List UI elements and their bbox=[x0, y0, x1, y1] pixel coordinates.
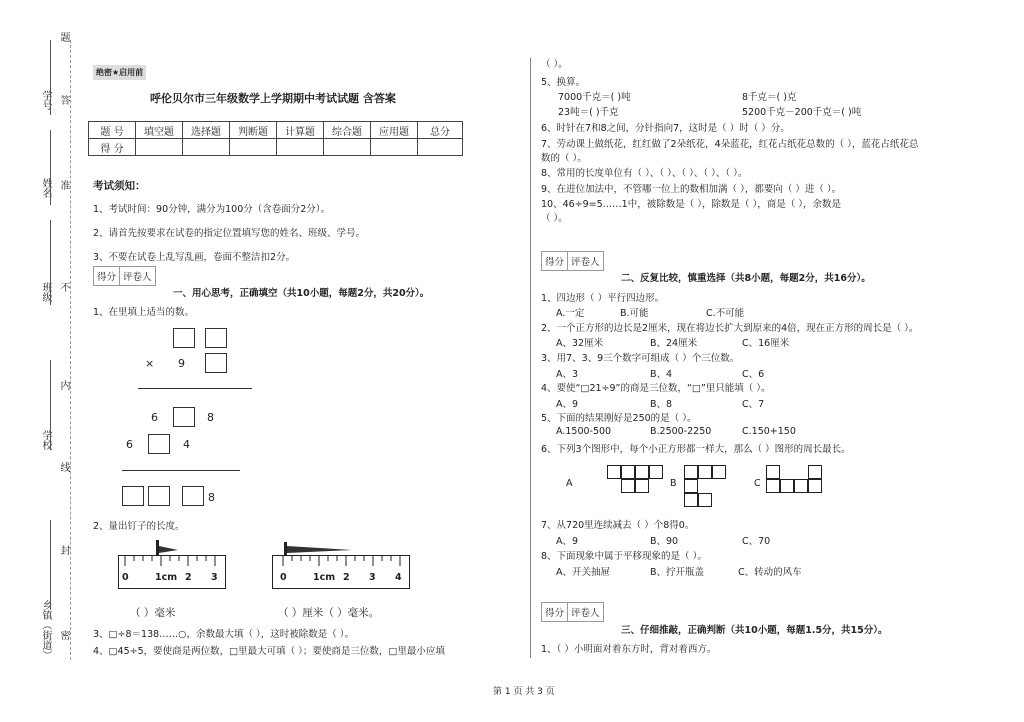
option[interactable]: B、4 bbox=[650, 369, 673, 380]
score-cell[interactable] bbox=[371, 139, 418, 156]
calc-line bbox=[122, 470, 240, 471]
ruler-label: 3 bbox=[369, 572, 376, 583]
ruler-label: 0 bbox=[280, 572, 287, 583]
grader-reviewer-label: 评卷人 bbox=[119, 267, 155, 285]
page-number: 第 1 页 共 3 页 bbox=[493, 687, 555, 697]
question: 3、□÷8＝138……○，余数最大填（ ），这时被除数是（ ）。 bbox=[93, 629, 354, 640]
notice-title: 考试须知： bbox=[93, 180, 146, 192]
score-header-cell: 综合题 bbox=[324, 122, 371, 139]
grader-reviewer-label: 评卷人 bbox=[567, 252, 603, 270]
conversion: 7000千克＝( )吨 bbox=[558, 92, 631, 103]
score-header-cell: 计算题 bbox=[277, 122, 324, 139]
question: 5、下面的结果刚好是250的是（ ）。 bbox=[541, 413, 697, 424]
option[interactable]: C、70 bbox=[742, 536, 771, 547]
ruler-label: 3 bbox=[211, 572, 218, 583]
ruler-label: 2 bbox=[343, 572, 350, 583]
column-divider bbox=[530, 58, 531, 658]
score-table bbox=[88, 121, 463, 156]
score-header-cell: 应用题 bbox=[371, 122, 418, 139]
score-header-cell: 填空题 bbox=[136, 122, 183, 139]
binding-label-zhun: 准 bbox=[58, 180, 69, 190]
option[interactable]: B、拧开瓶盖 bbox=[650, 567, 705, 578]
ruler-label: 4 bbox=[395, 572, 402, 583]
notice-item: 2、请首先按要求在试卷的指定位置填写您的姓名、班级、学号。 bbox=[93, 228, 366, 239]
section1-title: 一、用心思考，正确填空（共10小题，每题2分，共20分）。 bbox=[173, 288, 430, 299]
score-cell[interactable] bbox=[136, 139, 183, 156]
question: 4、□45÷5，要使商是两位数，□里最大可填（ ）；要使商是三位数，□里最小应填 bbox=[93, 646, 445, 657]
binding-label-township: 乡镇（街道） bbox=[40, 600, 51, 660]
section2-title: 二、反复比较，慎重选择（共8小题，每题2分，共16分）。 bbox=[621, 273, 871, 284]
ruler-label: 1cm bbox=[155, 572, 178, 583]
conversion: 8千克＝( )克 bbox=[742, 92, 797, 103]
binding-label-da: 答 bbox=[58, 95, 69, 105]
option[interactable]: C、7 bbox=[742, 399, 765, 410]
score-cell[interactable] bbox=[183, 139, 230, 156]
question: 8、常用的长度单位有（ ）、（ ）、（ ）、（ ）、（ ）。 bbox=[541, 168, 748, 179]
ruler-label: 1cm bbox=[313, 572, 336, 583]
option[interactable]: C.150+150 bbox=[742, 426, 796, 437]
binding-label-ti: 题 bbox=[58, 32, 69, 42]
binding-label-feng: 封 bbox=[58, 545, 69, 555]
grader-box bbox=[541, 602, 604, 622]
option[interactable]: A、9 bbox=[556, 536, 579, 547]
score-header-cell: 总分 bbox=[418, 122, 463, 139]
binding-label-school: 学校 bbox=[40, 430, 51, 450]
score-row-label: 得 分 bbox=[89, 139, 136, 156]
grader-box bbox=[93, 266, 156, 286]
question-cont: 数的（ ）。 bbox=[541, 153, 587, 164]
conversion: 5200千克－200千克＝( )吨 bbox=[742, 107, 862, 118]
grader-box bbox=[541, 251, 604, 271]
binding-label-xian: 线 bbox=[58, 462, 69, 472]
question: 9、在进位加法中，不管哪一位上的数相加满（ ），都要向（ ）进（ ）。 bbox=[541, 184, 842, 195]
option[interactable]: A.1500-500 bbox=[556, 426, 612, 437]
grader-score-label: 得分 bbox=[545, 608, 565, 619]
grader-score-label: 得分 bbox=[97, 272, 117, 283]
binding-label-mi: 密 bbox=[58, 630, 69, 640]
nail-icon bbox=[150, 538, 180, 556]
township-line bbox=[50, 520, 51, 610]
grader-score-label: 得分 bbox=[545, 257, 565, 268]
option[interactable]: A、开关抽屉 bbox=[556, 567, 610, 578]
section3-title: 三、仔细推敲，正确判断（共10小题，每题1.5分，共15分）。 bbox=[621, 625, 888, 636]
question: 7、劳动课上做纸花，红红做了2朵纸花，4朵蓝花，红花占纸花总数的（ ），蓝花占纸花总 bbox=[541, 139, 919, 150]
option[interactable]: B.可能 bbox=[620, 308, 649, 319]
option[interactable]: A、32厘米 bbox=[556, 338, 604, 349]
binding-label-nei: 内 bbox=[58, 380, 69, 390]
score-cell[interactable] bbox=[277, 139, 324, 156]
score-cell[interactable] bbox=[230, 139, 277, 156]
question-cont: （ ）。 bbox=[541, 213, 568, 224]
question: 5、换算。 bbox=[541, 77, 586, 88]
score-header-cell: 选择题 bbox=[183, 122, 230, 139]
option[interactable]: B、90 bbox=[650, 536, 679, 547]
name-line bbox=[50, 130, 51, 205]
answer-box[interactable] bbox=[173, 328, 195, 348]
binding-cut-line bbox=[70, 40, 71, 660]
question-cont: （ ）。 bbox=[541, 59, 568, 70]
answer-blank: （ ）厘米（ ）毫米。 bbox=[278, 607, 380, 619]
option[interactable]: A.一定 bbox=[556, 308, 585, 319]
grader-reviewer-label: 评卷人 bbox=[567, 603, 603, 621]
digit: 8 bbox=[208, 491, 215, 504]
digit: 8 bbox=[207, 411, 214, 424]
question: 1、四边形（ ）平行四边形。 bbox=[541, 293, 665, 304]
ruler bbox=[272, 555, 410, 589]
question: 4、要使“□21÷9”的商是三位数，“□”里只能填（ ）。 bbox=[541, 383, 771, 394]
answer-blank: （ ）毫米 bbox=[130, 607, 176, 619]
school-line bbox=[50, 360, 51, 450]
question: 8、下面现象中属于平移现象的是（ ）。 bbox=[541, 551, 707, 562]
answer-box[interactable] bbox=[122, 486, 144, 506]
score-header-cell: 题 号 bbox=[89, 122, 136, 139]
ruler bbox=[118, 555, 226, 589]
score-header-cell: 判断题 bbox=[230, 122, 277, 139]
digit: 9 bbox=[178, 357, 185, 370]
question: 2、一个正方形的边长是2厘米，现在将边长扩大到原来的4倍，现在正方形的周长是（ ）。 bbox=[541, 323, 919, 334]
option[interactable]: B、8 bbox=[650, 399, 673, 410]
binding-label-bu: 不 bbox=[58, 282, 69, 292]
class-line bbox=[50, 220, 51, 305]
digit: 6 bbox=[151, 411, 158, 424]
question: 10、46÷9=5……1中，被除数是（ ），除数是（ ），商是（ ），余数是 bbox=[541, 199, 842, 210]
notice-item: 1、考试时间：90分钟，满分为100分（含卷面分2分）。 bbox=[93, 204, 331, 215]
option[interactable]: C、16厘米 bbox=[742, 338, 790, 349]
option[interactable]: A、9 bbox=[556, 399, 579, 410]
calc-line bbox=[138, 388, 252, 389]
question: 3、用7、3、9三个数字可组成（ ）个三位数。 bbox=[541, 353, 740, 364]
option[interactable]: B.2500-2250 bbox=[650, 426, 712, 437]
answer-box[interactable] bbox=[205, 353, 227, 373]
question: 6、时针在7和8之间，分针指向7，这时是（ ）时（ ）分。 bbox=[541, 123, 790, 134]
score-cell[interactable] bbox=[324, 139, 371, 156]
confidential-mark: 绝密★启用前 bbox=[93, 65, 146, 80]
shape-label: C bbox=[754, 478, 761, 489]
nail-icon bbox=[282, 538, 354, 556]
option[interactable]: C.不可能 bbox=[706, 308, 745, 319]
ruler-ticks bbox=[273, 556, 409, 588]
answer-box[interactable] bbox=[182, 486, 204, 506]
question: 7、从720里连续减去（ ）个8得0。 bbox=[541, 520, 695, 531]
shape-label: A bbox=[566, 478, 573, 489]
digit: 4 bbox=[183, 438, 190, 451]
ruler-label: 2 bbox=[185, 572, 192, 583]
page-title: 呼伦贝尔市三年级数学上学期期中考试试题 含答案 bbox=[150, 92, 396, 105]
answer-box[interactable] bbox=[148, 486, 170, 506]
conversion: 23吨＝( )千克 bbox=[558, 107, 619, 118]
question: 6、下列3个图形中，每个小正方形都一样大，那么（ ）图形的周长最长。 bbox=[541, 444, 851, 455]
student-id-line bbox=[50, 40, 51, 115]
option[interactable]: C、6 bbox=[742, 369, 765, 380]
option[interactable]: B、24厘米 bbox=[650, 338, 698, 349]
question: 1、（ ）小明面对着东方时，背对着西方。 bbox=[541, 644, 717, 655]
question: 1、在里填上适当的数。 bbox=[93, 307, 195, 318]
option[interactable]: C、转动的风车 bbox=[738, 567, 802, 578]
question: 2、量出钉子的长度。 bbox=[93, 521, 185, 532]
answer-box[interactable] bbox=[205, 328, 227, 348]
shape-label: B bbox=[670, 478, 677, 489]
score-cell[interactable] bbox=[418, 139, 463, 156]
times-sign: × bbox=[145, 357, 155, 370]
digit: 6 bbox=[126, 438, 133, 451]
option[interactable]: A、3 bbox=[556, 369, 579, 380]
notice-item: 3、不要在试卷上乱写乱画，卷面不整洁扣2分。 bbox=[93, 252, 296, 263]
answer-box[interactable] bbox=[148, 434, 170, 454]
binding-label-name: 姓名 bbox=[40, 178, 51, 198]
binding-label-student-id: 学号 bbox=[40, 90, 51, 110]
answer-box[interactable] bbox=[173, 407, 195, 427]
ruler-label: 0 bbox=[122, 572, 129, 583]
binding-label-class: 班级 bbox=[40, 282, 51, 302]
